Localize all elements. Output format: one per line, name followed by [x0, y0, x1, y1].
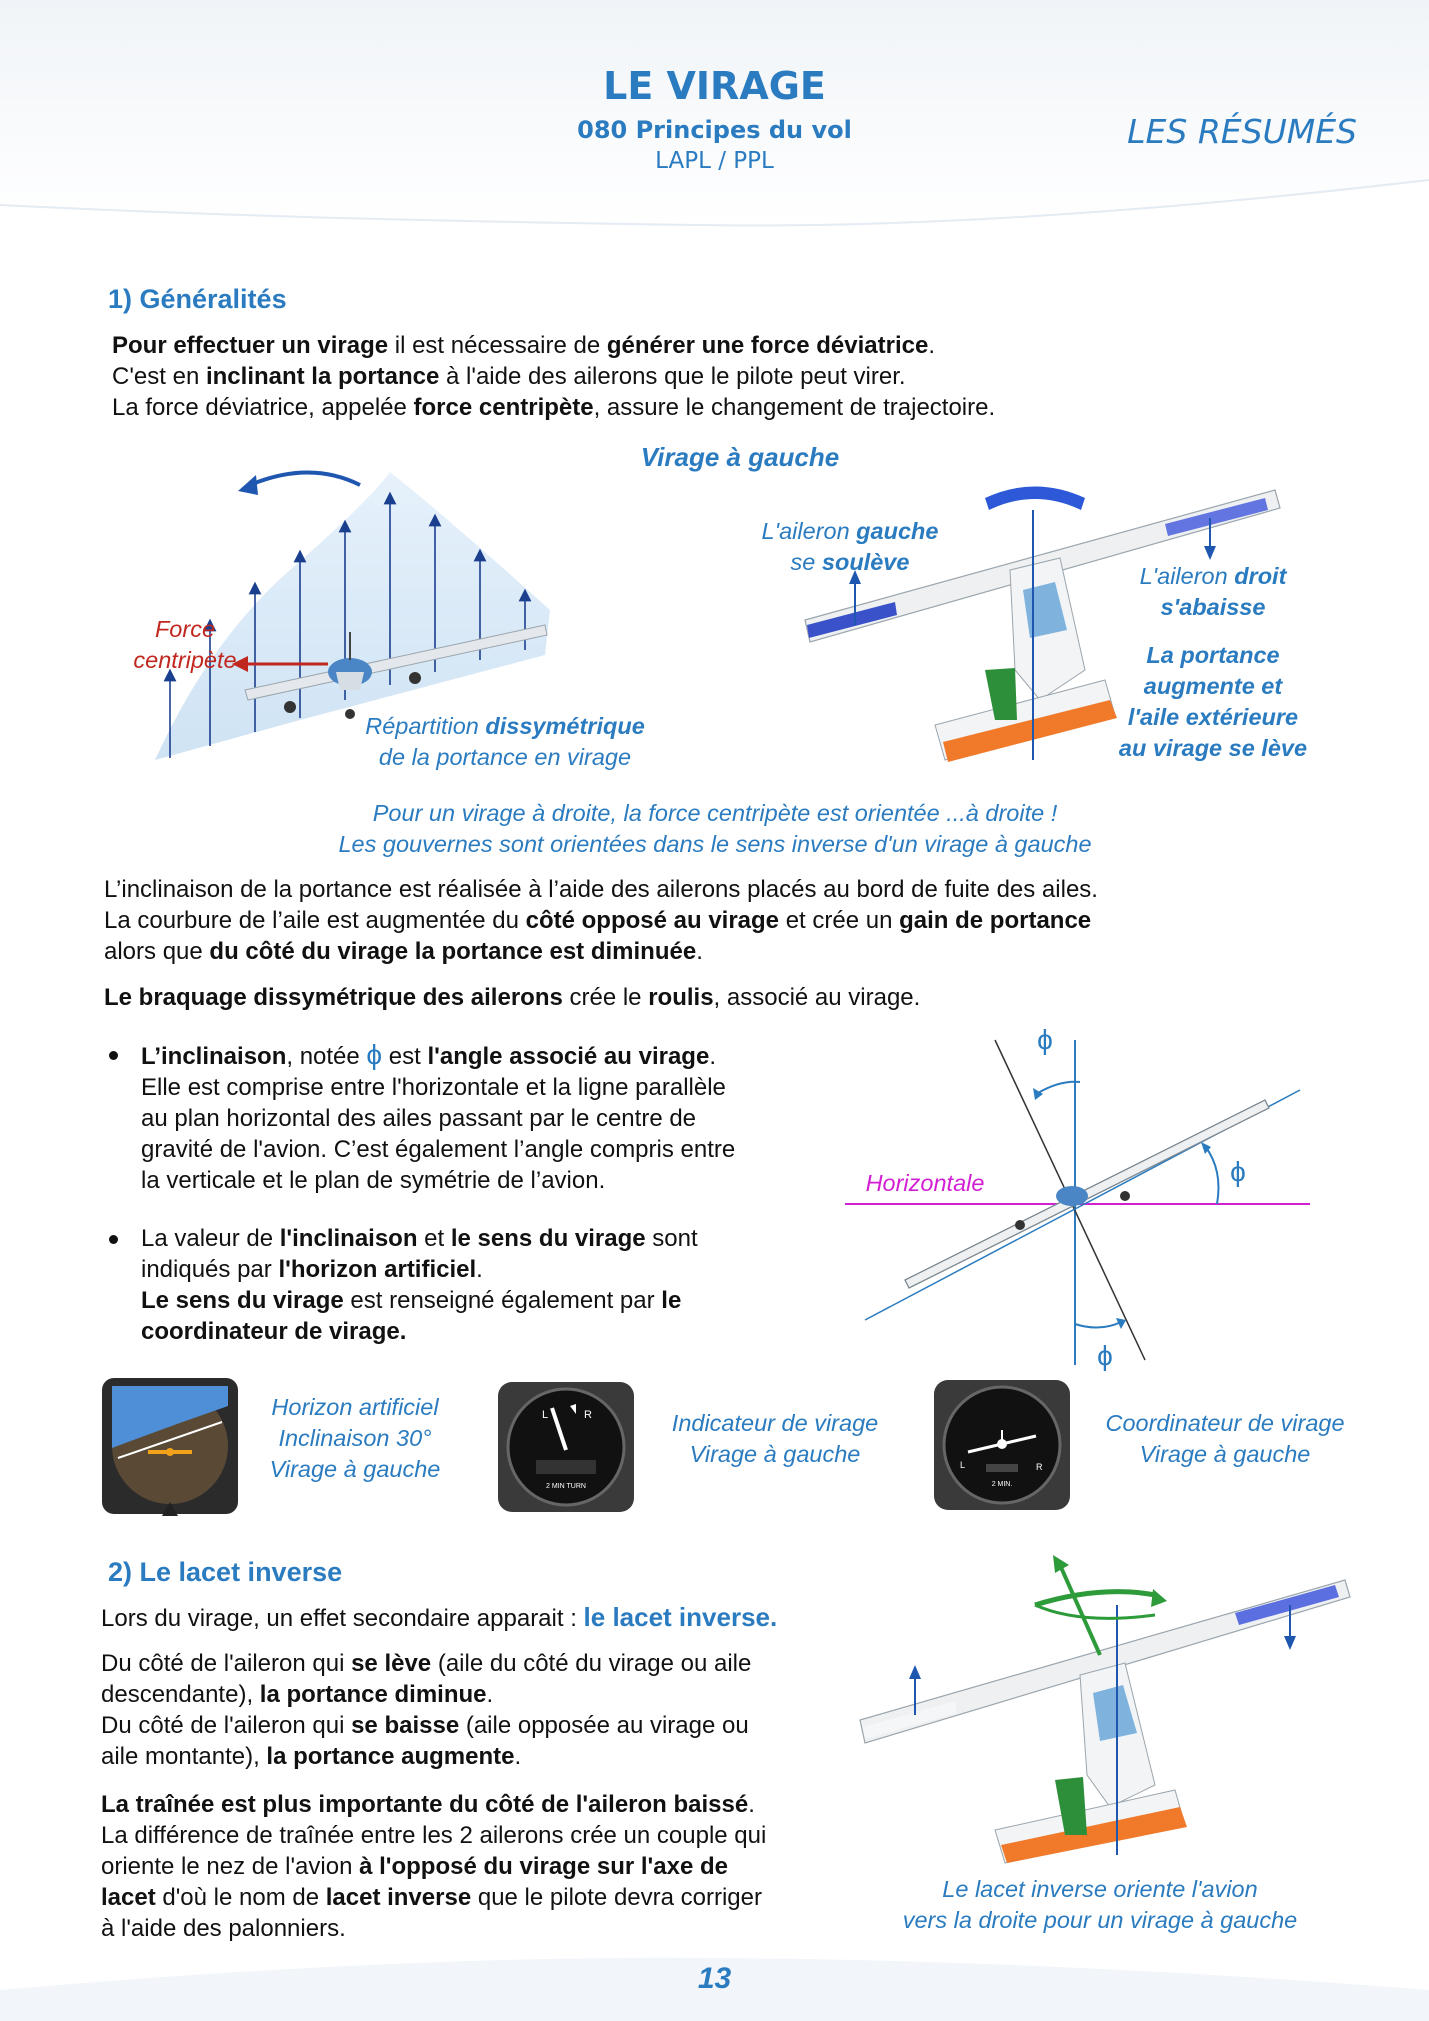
force-centripete-label: Force centripète [133, 616, 237, 673]
lift-increase-label: La portance augmente et l'aile extérieure au virage se lève [1118, 642, 1308, 761]
left-aileron-label: L'aileron gauche se soulève [761, 518, 939, 575]
right-turn-note: Pour un virage à droite, la force centripète est orientée ...à droite ! Les gouvernes sont orientées dans le sens inverse d'un virage à gauche [338, 800, 1092, 857]
intro-paragraph: Pour effectuer un virage il est nécessaire de générer une force déviatrice. C'est en inclinant la portance à l'aide des ailerons que le pilote peut virer. La force déviatrice, appelée force centripète, assure le changement de trajectoire. [112, 332, 996, 421]
page-number: 13 [697, 1962, 732, 1995]
roll-paragraph: Le braquage dissymétrique des ailerons crée le roulis, associé au virage. [104, 984, 921, 1011]
turn-coordinator-caption: Coordinateur de virage Virage à gauche [1105, 1410, 1345, 1467]
turn-coordinator-instrument [932, 1378, 1072, 1512]
turn-indicator-instrument [496, 1380, 636, 1514]
horizontal-label: Horizontale [865, 1170, 985, 1196]
aileron-paragraph: L’inclinaison de la portance est réalisée à l’aide des ailerons placés au bord de fuite des ailes. La courbure de l’aile est augmentée du côté opposé au virage et crée un gain de portance alors que du côté du virage la portance est diminuée. [104, 876, 1098, 965]
dial-r-mark: R [584, 1409, 592, 1421]
adverse-yaw-figure [855, 1545, 1355, 1865]
right-aileron-label: L'aileron droit s'abaisse [1139, 563, 1287, 620]
figure-title-virage-gauche: Virage à gauche [640, 442, 840, 472]
bullet-dot [109, 1235, 118, 1244]
artificial-horizon-caption: Horizon artificiel Inclinaison 30° Virage à gauche [269, 1394, 441, 1482]
dial-text: 2 MIN. [991, 1481, 1013, 1488]
section-heading-generalites: 1) Généralités [108, 284, 287, 314]
page-title: LE VIRAGE [603, 64, 826, 108]
phi-symbol-right: ϕ [1230, 1156, 1246, 1187]
bullet-horizon: La valeur de l'inclinaison et le sens du virage sont indiqués par l'horizon artificiel. Le sens du virage est renseigné également par le coordinateur de virage. [141, 1225, 698, 1345]
artificial-horizon-instrument [100, 1376, 240, 1516]
turn-indicator-caption: Indicateur de virage Virage à gauche [671, 1410, 879, 1467]
phi-symbol-top: ϕ [1037, 1024, 1053, 1055]
lift-distribution-caption: Répartition dissymétrique de la portance en virage [365, 713, 645, 770]
lacet-paragraph-2: La traînée est plus importante du côté de l'aileron baissé. La différence de traînée entre les 2 ailerons crée un couple qui oriente le nez de l'avion à l'opposé du virage sur l'axe de lacet d'où le nom de lacet inverse que le pilote devra corriger à l'aide des palonniers. [101, 1791, 767, 1942]
dial-r-mark: R [1036, 1462, 1043, 1472]
bank-angle-figure [845, 1020, 1325, 1380]
dial-l-mark: L [542, 1409, 549, 1421]
phi-symbol-bottom: ϕ [1097, 1340, 1113, 1371]
bullet-dot [109, 1051, 118, 1060]
lacet-paragraph-1: Du côté de l'aileron qui se lève (aile du côté du virage ou aile descendante), la portance diminue. Du côté de l'aileron qui se baisse (aile opposée au virage ou aile montante), la portance augmente. [101, 1650, 752, 1770]
level-label: LAPL / PPL [655, 148, 774, 174]
series-label: LES RÉSUMÉS [1127, 112, 1357, 151]
lacet-intro: Lors du virage, un effet secondaire apparait : le lacet inverse. [101, 1602, 778, 1632]
dial-l-mark: L [960, 1460, 966, 1470]
subject-label: 080 Principes du vol [577, 116, 852, 144]
section-heading-lacet-inverse: 2) Le lacet inverse [108, 1557, 343, 1587]
roll-arrow-icon [230, 455, 370, 500]
dial-text: 2 MIN TURN [546, 1483, 586, 1490]
adverse-yaw-caption: Le lacet inverse oriente l'avion vers la droite pour un virage à gauche [902, 1876, 1298, 1933]
bullet-inclinaison: L’inclinaison, notée ϕ est l'angle associé au virage. Elle est comprise entre l'horizontale et la ligne parallèle au plan horizontal des ailes passant par le centre de gravité de l'avion. C’est également l’angle compris entre la verticale et le plan de symétrie de l’avion. [141, 1039, 736, 1194]
